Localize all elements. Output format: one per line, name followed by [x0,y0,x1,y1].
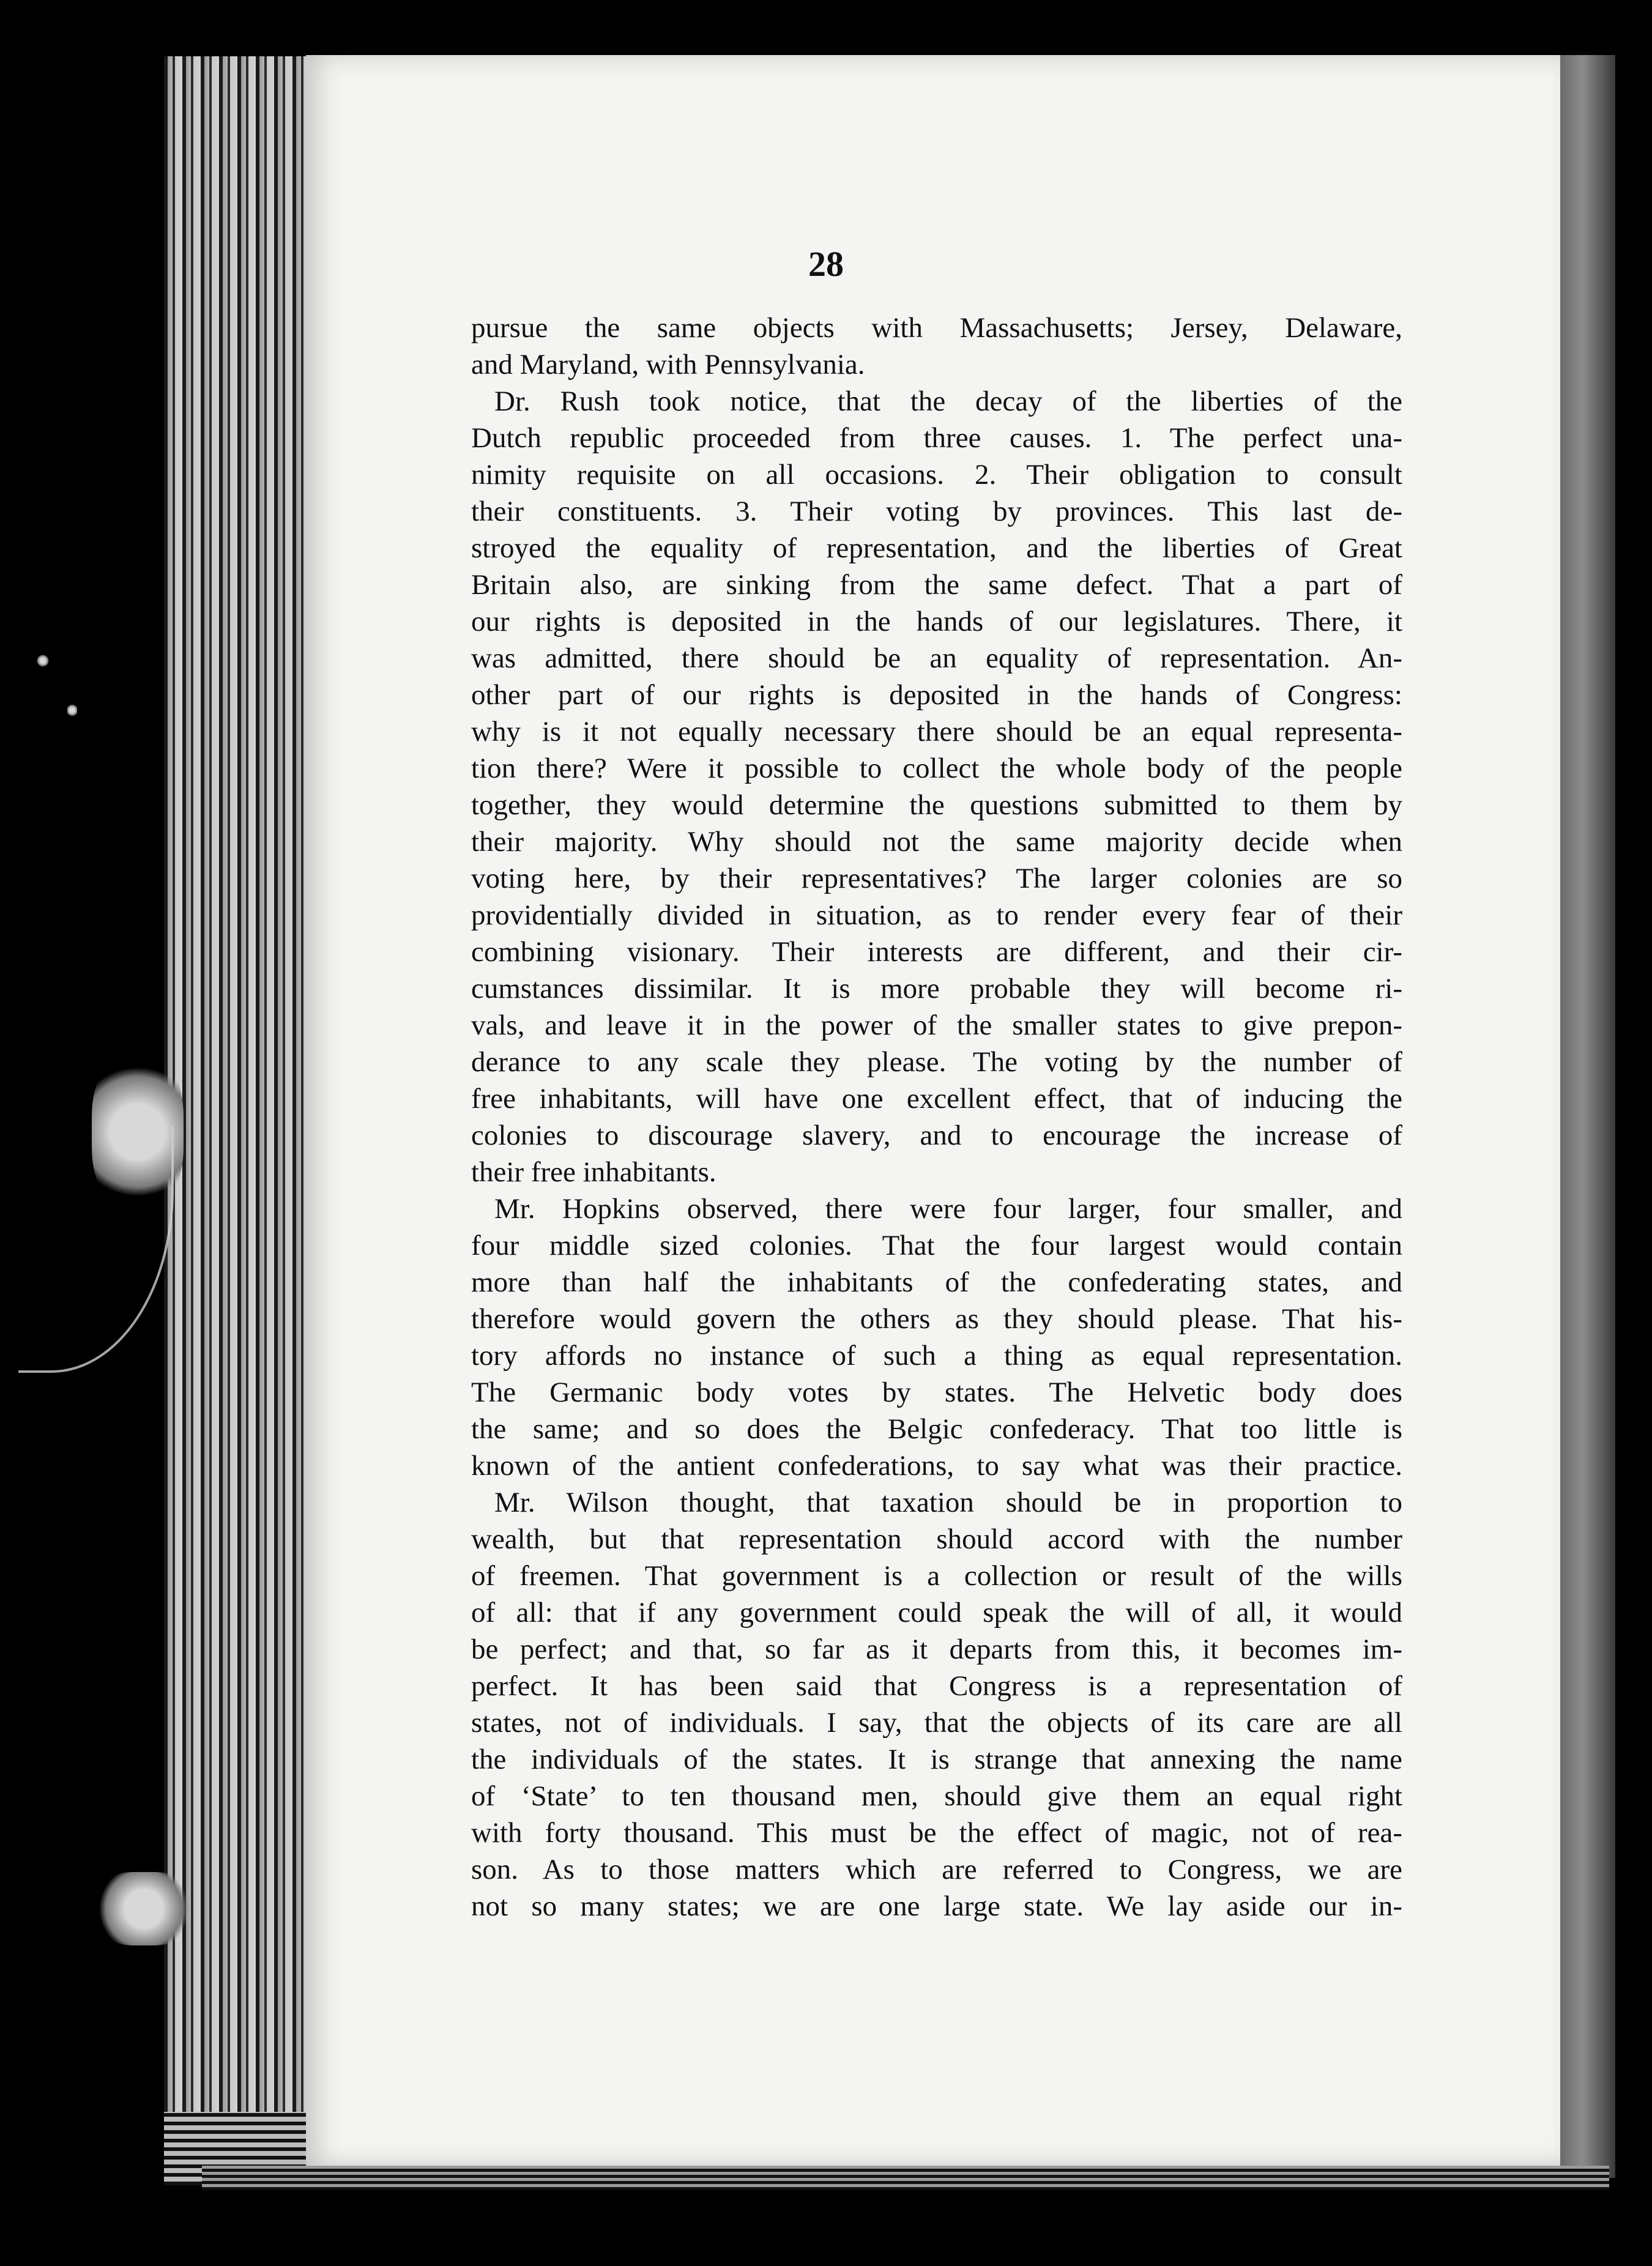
text-line: Dr. Rush took notice, that the decay of the liberties of the [494,385,1402,417]
text-line: four middle sized colonies. That the four largest would contain [471,1230,1402,1261]
loose-fiber [18,1126,174,1373]
text-line: more than half the inhabitants of the confederating states, and [471,1266,1402,1298]
text-line: colonies to discourage slavery, and to encourage the increase of [471,1120,1402,1151]
text-line: of ‘State’ to ten thousand men, should give them an equal right [471,1780,1402,1812]
bottom-page-edge [202,2166,1609,2190]
right-page-edge [1560,55,1615,2178]
text-line: The Germanic body votes by states. The Helvetic body does [471,1376,1402,1408]
text-line: nimity requisite on all occasions. 2. Their obligation to consult [471,459,1402,491]
text-line: wealth, but that representation should accord with the number [471,1523,1402,1555]
text-line: tory affords no instance of such a thing as equal representation. [471,1340,1402,1372]
text-line: Dutch republic proceeded from three causes. 1. The perfect una- [471,422,1402,454]
text-line: derance to any scale they please. The voting by the number of [471,1046,1402,1078]
text-line: perfect. It has been said that Congress is a representation of [471,1670,1402,1702]
page-number: 28 [808,244,844,284]
text-line: with forty thousand. This must be the effect of magic, not of rea- [471,1817,1402,1849]
text-line: Britain also, are sinking from the same defect. That a part of [471,569,1402,601]
text-line: pursue the same objects with Massachusetts; Jersey, Delaware, [471,312,1402,344]
body-text [471,310,1402,1925]
paper-scrap [37,655,49,667]
text-line: states, not of individuals. I say, that the objects of its care are all [471,1707,1402,1739]
text-line: combining visionary. Their interests are different, and their cir- [471,936,1402,968]
text-line: their majority. Why should not the same majority decide when [471,826,1402,858]
text-line: and Maryland, with Pennsylvania. [471,349,865,381]
text-line: was admitted, there should be an equality of representation. An- [471,642,1402,674]
book-page-edges [164,56,311,2185]
text-line: the individuals of the states. It is strange that annexing the name [471,1744,1402,1775]
text-line: of freemen. That government is a collection or result of the wills [471,1560,1402,1592]
text-line: son. As to those matters which are referred to Congress, we are [471,1854,1402,1885]
text-line: other part of our rights is deposited in the hands of Congress: [471,679,1402,711]
text-line: tion there? Were it possible to collect the whole body of the people [471,752,1402,784]
paper-scrap [67,704,77,717]
text-line: their constituents. 3. Their voting by provinces. This last de- [471,496,1402,527]
text-line: therefore would govern the others as they should please. That his- [471,1303,1402,1335]
text-line: cumstances dissimilar. It is more probable they will become ri- [471,973,1402,1005]
text-line: of all: that if any government could speak the will of all, it would [471,1597,1402,1629]
text-line: known of the antient confederations, to say what was their practice. [471,1450,1402,1482]
text-line: not so many states; we are one large state. We lay aside our in- [471,1890,1402,1922]
text-line: be perfect; and that, so far as it departs from this, it becomes im- [471,1633,1402,1665]
text-line: why is it not equally necessary there should be an equal representa- [471,716,1402,748]
text-line: free inhabitants, will have one excellent effect, that of inducing the [471,1083,1402,1115]
text-line: Mr. Wilson thought, that taxation should be in proportion to [494,1487,1402,1518]
text-line: their free inhabitants. [471,1156,716,1188]
text-line: Mr. Hopkins observed, there were four larger, four smaller, and [494,1193,1402,1225]
text-line: providentially divided in situation, as to render every fear of their [471,899,1402,931]
text-line: the same; and so does the Belgic confederacy. That too little is [471,1413,1402,1445]
text-line: our rights is deposited in the hands of our legislatures. There, it [471,606,1402,637]
text-line: together, they would determine the questions submitted to them by [471,789,1402,821]
paper-scrap [92,1872,196,1945]
text-line: vals, and leave it in the power of the smaller states to give prepon- [471,1009,1402,1041]
text-line: stroyed the equality of representation, and the liberties of Great [471,532,1402,564]
text-line: voting here, by their representatives? The larger colonies are so [471,863,1402,894]
